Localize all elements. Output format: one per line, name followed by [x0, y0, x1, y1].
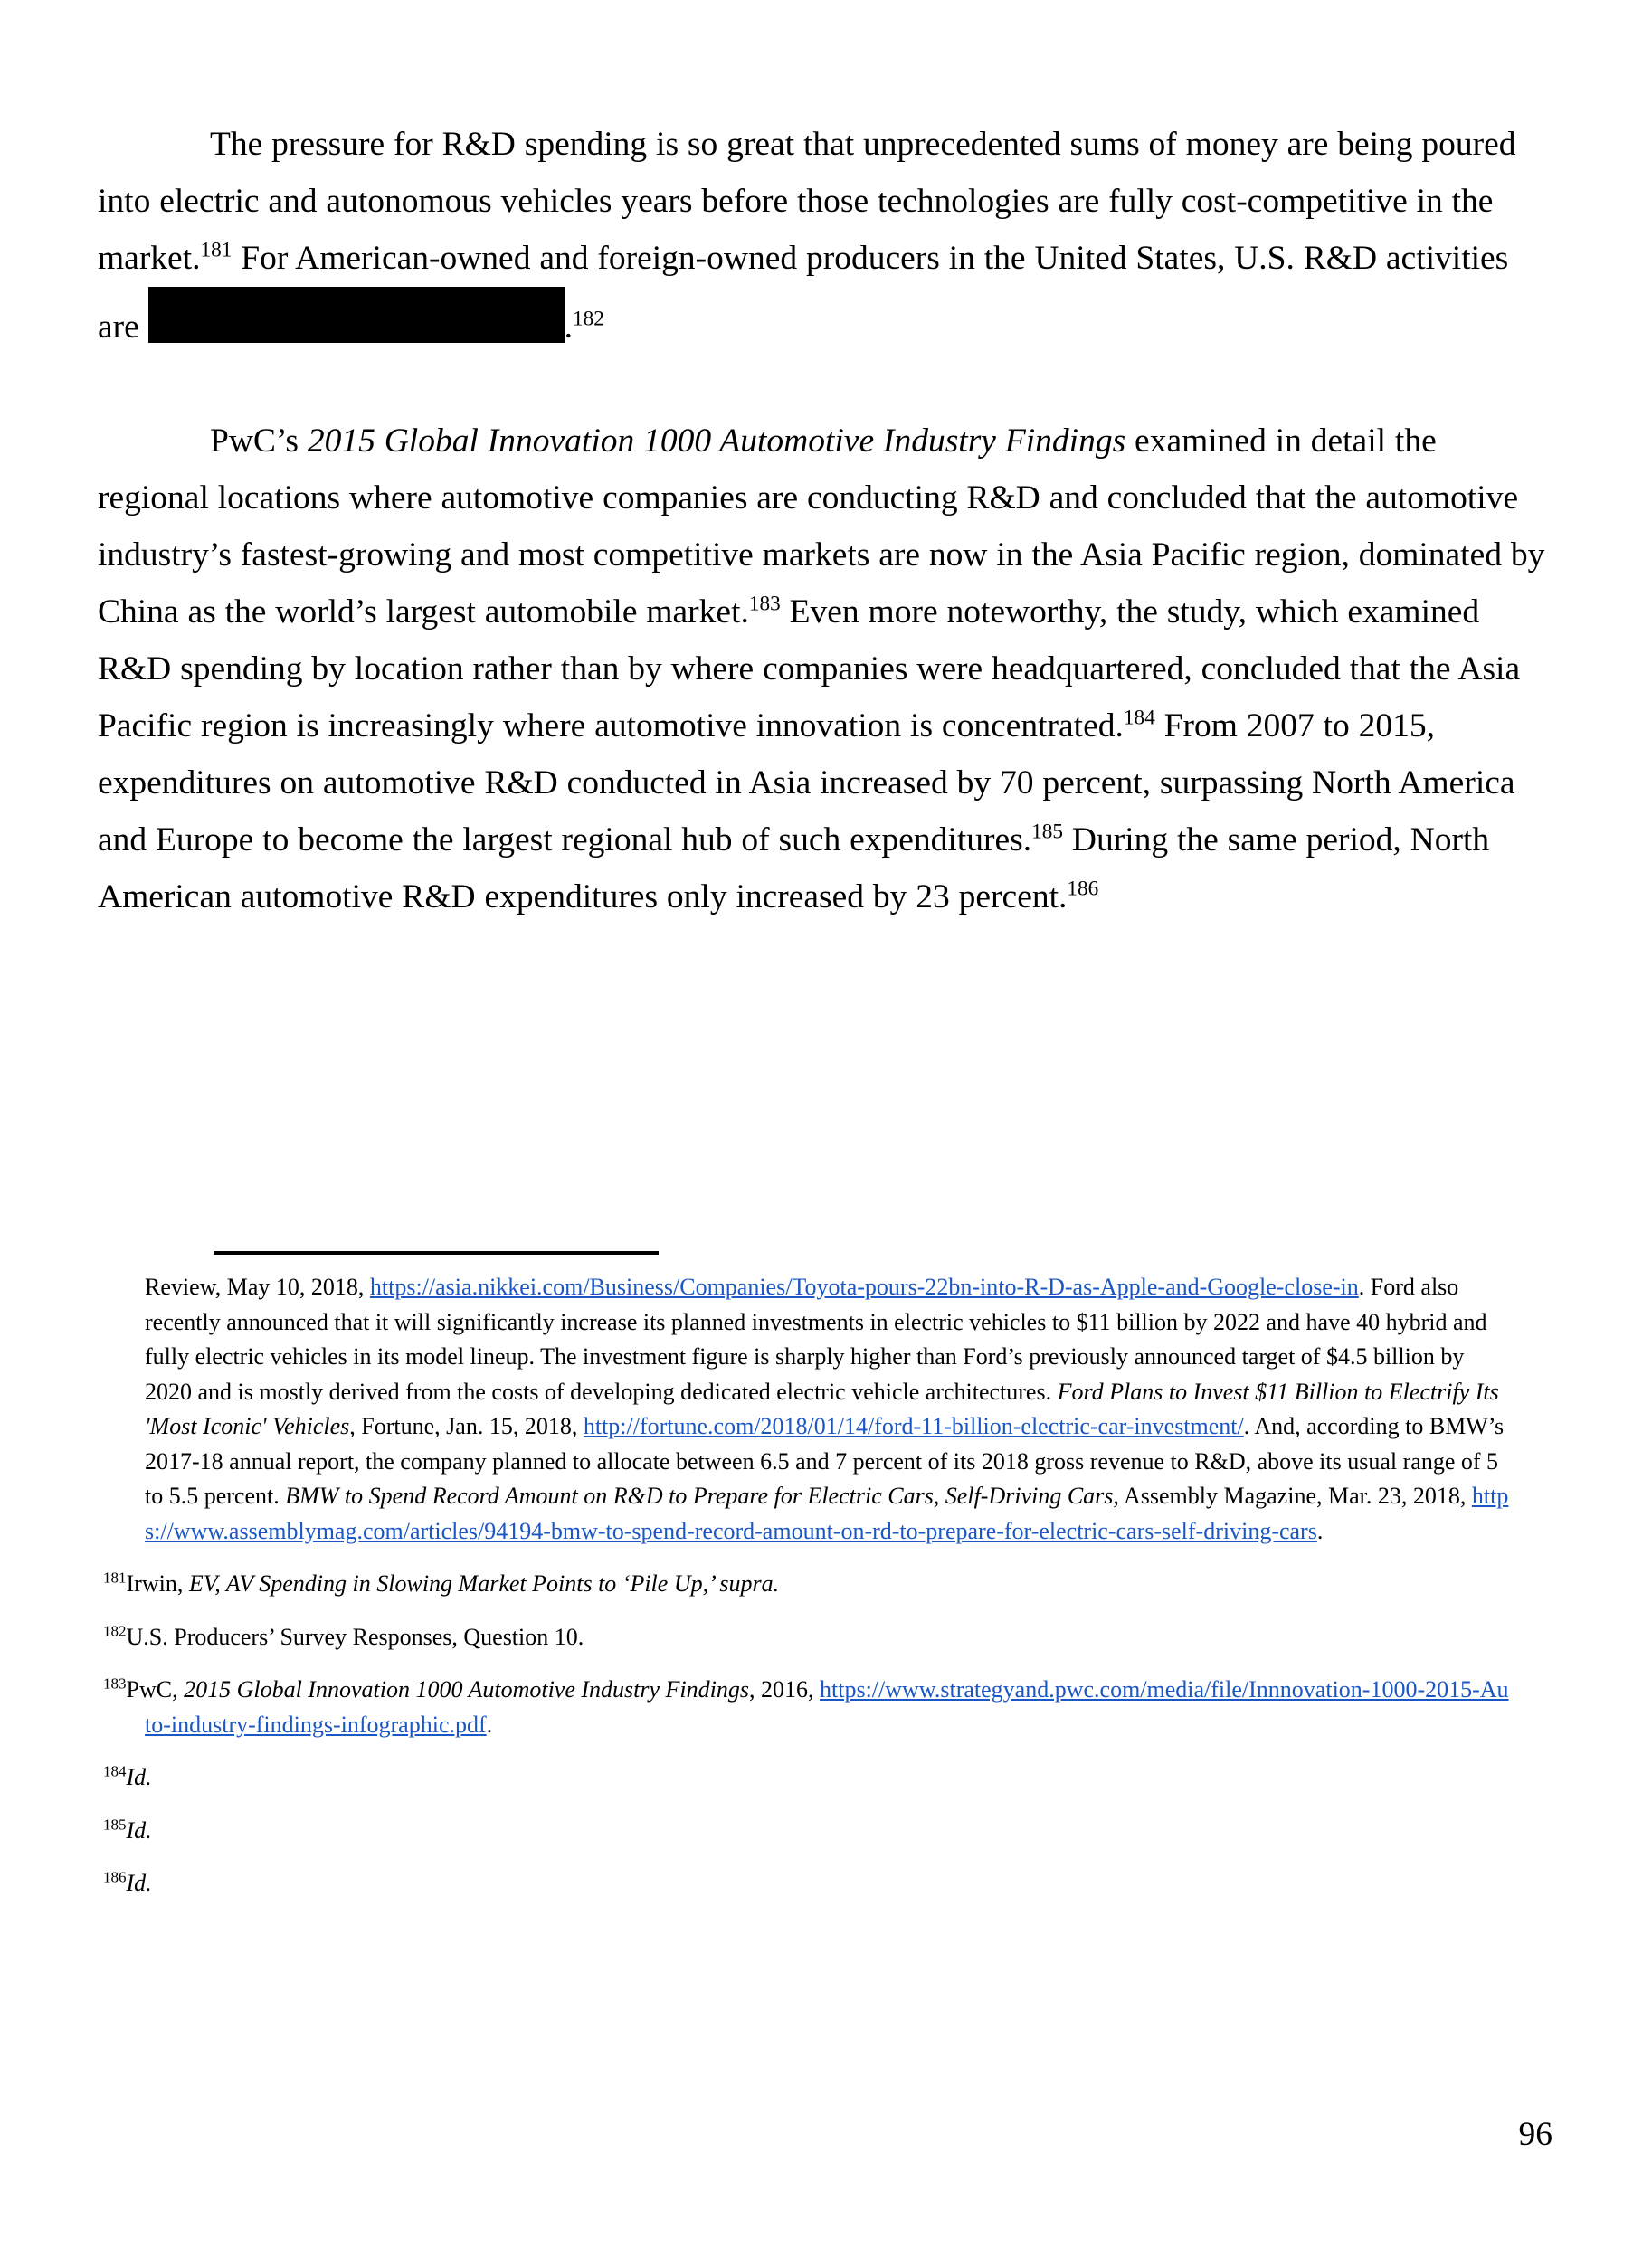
footnote-number: 186: [103, 1868, 127, 1886]
footnote-ref-185[interactable]: 185: [1031, 820, 1063, 844]
paragraph-2-text-part-1: PwC’s: [210, 422, 308, 460]
footnote-number: 185: [103, 1815, 127, 1833]
footnotes-section: [103, 1270, 1514, 1902]
paragraph-2-italic-title: 2015 Global Innovation 1000 Automotive Industry Findings: [307, 422, 1126, 460]
footnote-item-186: [103, 1866, 1514, 1902]
footnote-italic: 2015 Global Innovation 1000 Automotive Industry Findings: [184, 1676, 749, 1703]
footnote-link-assemblymag[interactable]: https://www.assemblymag.com/articles/94194-bmw-to-spend-record-amount-on-rd-to-prepare-for-electric-cars-self-driving-cars: [145, 1483, 1509, 1544]
paragraph-2-text-part-2: examined in detail the regional locations where automotive companies are conducting R&D and concluded that the automotive industry’s fastest-growing and most competitive markets are now in the Asia Pacific region, dominated by China as the world’s largest automobile market.: [98, 422, 1545, 631]
footnote-number: 184: [103, 1762, 127, 1780]
footnote-continued-text-4: . And, according to BMW’s 2017-18 annual report, the company planned to allocate between 6.5 and 7 percent of its 2018 gross revenue to R&D, above its usual range of 5 to 5.5 percent.: [145, 1413, 1505, 1509]
footnote-italic: Id.: [126, 1764, 152, 1790]
footnote-number: 181: [103, 1569, 127, 1587]
paragraph-1-text-part-1: The pressure for R&D spending is so great that unprecedented sums of money are being poured into electric and autonomous vehicles years before those technologies are fully cost-competitive in the market.: [98, 126, 1516, 277]
footnote-text: Irwin,: [126, 1570, 189, 1597]
page-number: 96: [1518, 2116, 1552, 2153]
footnote-continued-text-1: Review, May 10, 2018,: [145, 1274, 370, 1300]
footnote-continued-italic-1: Ford Plans to Invest $11 Billion to Electrify Its 'Most Iconic' Vehicles: [145, 1378, 1499, 1439]
footnote-link-fortune[interactable]: http://fortune.com/2018/01/14/ford-11-billion-electric-car-investment/: [583, 1413, 1244, 1439]
footnote-text-end: .: [486, 1711, 493, 1738]
footnote-italic: EV, AV Spending in Slowing Market Points to ‘Pile Up,’ supra.: [188, 1570, 780, 1597]
footnote-separator-rule: [214, 1251, 659, 1255]
paragraph-1-text-part-2: For American-owned and foreign-owned producers in the United States, U.S. R&D activities are: [98, 240, 1509, 346]
paragraph-1: [98, 116, 1545, 356]
footnote-item-184: [103, 1760, 1514, 1796]
footnote-number: 182: [103, 1621, 127, 1639]
paragraph-1-text-part-3: .: [564, 308, 574, 346]
footnote-ref-184[interactable]: 184: [1123, 706, 1155, 730]
footnote-item-185: [103, 1814, 1514, 1849]
footnote-item-181: [103, 1567, 1514, 1602]
redaction-box-2: [351, 287, 565, 343]
paragraph-2-text-part-4: From 2007 to 2015, expenditures on automotive R&D conducted in Asia increased by 70 percent, surpassing North America and Europe to become the largest regional hub of such expenditures.: [98, 707, 1515, 858]
footnote-ref-182[interactable]: 182: [573, 307, 604, 331]
footnote-continued-text-3: , Fortune, Jan. 15, 2018,: [349, 1413, 584, 1439]
footnote-text: PwC,: [126, 1676, 185, 1703]
footnote-continued-text-6: .: [1316, 1517, 1324, 1544]
body-text-block: [98, 116, 1545, 925]
footnote-item-183: [103, 1673, 1514, 1742]
footnote-link-nikkei[interactable]: https://asia.nikkei.com/Business/Companies/Toyota-pours-22bn-into-R-D-as-Apple-and-Google-close-in: [369, 1274, 1359, 1300]
footnote-continued-text-2: . Ford also recently announced that it will significantly increase its planned investments in electric vehicles to $11 billion by 2022 and have 40 hybrid and fully electric vehicles in its model lineup. The investment figure is sharply higher than Ford’s previously announced target of $4.5 billion by 2020 and is mostly derived from the costs of developing dedicated electric vehicle architectures.: [145, 1274, 1487, 1405]
paragraph-2: [98, 413, 1545, 925]
footnote-link-strategyand[interactable]: https://www.strategyand.pwc.com/media/file/Innnovation-1000-2015-Auto-industry-findings-infographic.pdf: [145, 1676, 1509, 1738]
footnote-italic: Id.: [126, 1816, 152, 1844]
footnote-italic: Id.: [126, 1870, 152, 1896]
footnote-text-tail: , 2016,: [749, 1676, 820, 1703]
footnote-continued: [145, 1270, 1514, 1549]
footnote-text: U.S. Producers’ Survey Responses, Question 10.: [126, 1623, 584, 1650]
paragraph-2-text-part-5: During the same period, North American automotive R&D expenditures only increased by 23 percent.: [98, 821, 1490, 915]
footnote-number: 183: [103, 1674, 127, 1693]
footnote-continued-italic-2: BMW to Spend Record Amount on R&D to Prepare for Electric Cars, Self-Driving Cars,: [285, 1483, 1119, 1509]
footnote-ref-186[interactable]: 186: [1067, 877, 1099, 901]
redaction-box-1: [148, 287, 351, 343]
footnote-item-182: [103, 1620, 1514, 1655]
footnote-continued-text-5: Assembly Magazine, Mar. 23, 2018,: [1118, 1483, 1472, 1509]
footnote-ref-181[interactable]: 181: [200, 238, 233, 262]
paragraph-2-text-part-3: Even more noteworthy, the study, which examined R&D spending by location rather than by where companies were headquartered, concluded that the Asia Pacific region is increasingly where automotive innovation is concentrated.: [98, 593, 1521, 745]
footnote-ref-183[interactable]: 183: [748, 592, 781, 616]
